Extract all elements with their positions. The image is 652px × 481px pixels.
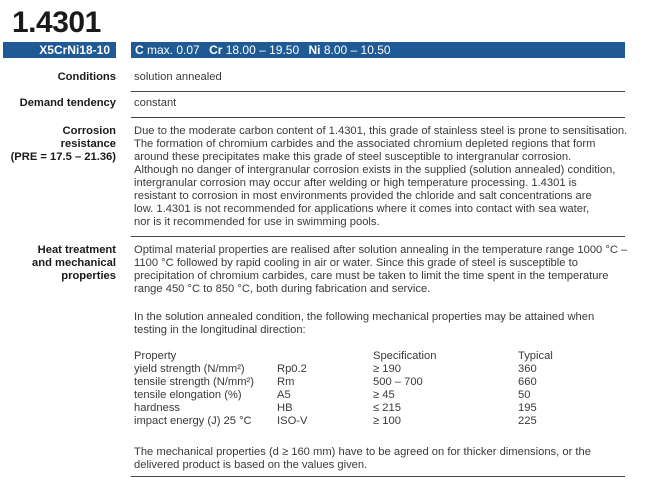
text-line: precipitation of chromium carbides, care must be taken to limit the time spent in the temperature (134, 270, 609, 282)
divider (131, 117, 625, 118)
text-line: intergranular corrosion may occur after welding or high temperature processing. 1.4301 is (134, 177, 577, 189)
table-row (134, 363, 628, 376)
table-row (134, 389, 628, 402)
text-line: The formation of chromium carbides and the associated chromium depleted regions that form (134, 138, 596, 150)
header-typical: Typical (518, 350, 553, 362)
heat-para3 (134, 446, 628, 472)
table-header-row (134, 350, 628, 363)
property-typical: 660 (518, 376, 537, 388)
demand-label: Demand tendency (19, 97, 116, 109)
text-line: Due to the moderate carbon content of 1.4301, this grade of stainless steel is prone to sensitisation. (134, 125, 628, 137)
corrosion-label (0, 125, 116, 164)
corrosion-text (134, 125, 628, 229)
properties-table (134, 350, 628, 428)
property-name: hardness (134, 402, 181, 414)
property-symbol: A5 (277, 389, 291, 401)
text-line: delivered product is based on the values given. (134, 459, 368, 471)
corrosion-label-line: Corrosion (62, 125, 116, 137)
property-symbol: ISO-V (277, 415, 308, 427)
page-title: 1.4301 (12, 6, 101, 39)
demand-value: constant (134, 97, 177, 109)
property-spec: ≤ 215 (373, 402, 401, 414)
property-spec: ≥ 100 (373, 415, 401, 427)
composition-value: 18.00 – 19.50 (225, 43, 300, 57)
text-line: nor is it recommended for use in swimming pools. (134, 216, 380, 228)
header-property: Property (134, 350, 177, 362)
heat-label-line: Heat treatment (37, 244, 116, 256)
conditions-label: Conditions (57, 71, 116, 83)
corrosion-label-line: resistance (60, 138, 116, 150)
text-line: The mechanical properties (d ≥ 160 mm) have to be agreed on for thicker dimensions, or the (134, 446, 591, 458)
heat-para1 (134, 244, 628, 296)
divider (131, 476, 625, 477)
text-line: In the solution annealed condition, the following mechanical properties may be attained when (134, 311, 595, 323)
text-line: range 450 °C to 850 °C, both during fabrication and service. (134, 283, 431, 295)
heat-para2 (134, 311, 628, 337)
composition-value: 8.00 – 10.50 (323, 43, 391, 57)
text-line: 1100 °C followed by rapid cooling in air or water. Since this grade of steel is susceptible to (134, 257, 578, 269)
property-name: impact energy (J) 25 °C (134, 415, 252, 427)
text-line: around these precipitates make this grade of steel susceptible to intergranular corrosion. (134, 151, 572, 163)
property-name: yield strength (N/mm²) (134, 363, 245, 375)
composition-element: Cr (209, 43, 223, 57)
header-specification: Specification (373, 350, 437, 362)
property-symbol: Rm (277, 376, 295, 388)
heat-label (0, 244, 116, 283)
property-name: tensile elongation (%) (134, 389, 242, 401)
composition-value: max. 0.07 (147, 43, 200, 57)
property-symbol: Rp0.2 (277, 363, 307, 375)
heat-label-line: properties (61, 270, 116, 282)
property-name: tensile strength (N/mm²) (134, 376, 254, 388)
text-line: resistant to corrosion in most environments provided the chloride and salt concentrations are (134, 190, 592, 202)
text-line: Although no danger of intergranular corrosion exists in the supplied (solution annealed) condition, (134, 164, 616, 176)
property-typical: 50 (518, 389, 531, 401)
property-spec: ≥ 45 (373, 389, 395, 401)
property-spec: ≥ 190 (373, 363, 401, 375)
divider (131, 236, 625, 237)
text-line: testing in the longitudinal direction: (134, 324, 306, 336)
table-row (134, 415, 628, 428)
divider (131, 91, 625, 92)
table-row (134, 376, 628, 389)
property-typical: 360 (518, 363, 537, 375)
property-spec: 500 – 700 (373, 376, 423, 388)
composition-band (131, 42, 625, 58)
table-row (134, 402, 628, 415)
corrosion-label-line: (PRE = 17.5 – 21.36) (10, 151, 116, 163)
property-typical: 225 (518, 415, 537, 427)
heat-label-line: and mechanical (32, 257, 116, 269)
text-line: Optimal material properties are realised after solution annealing in the temperature range 1000 °C – (134, 244, 628, 256)
property-symbol: HB (277, 402, 293, 414)
conditions-value: solution annealed (134, 71, 222, 83)
composition-element: C (135, 43, 144, 57)
composition-element: Ni (308, 43, 321, 57)
property-typical: 195 (518, 402, 537, 414)
text-line: low. 1.4301 is not recommended for applications where it comes into contact with sea water, (134, 203, 590, 215)
designation-band: X5CrNi18-10 (3, 42, 116, 58)
